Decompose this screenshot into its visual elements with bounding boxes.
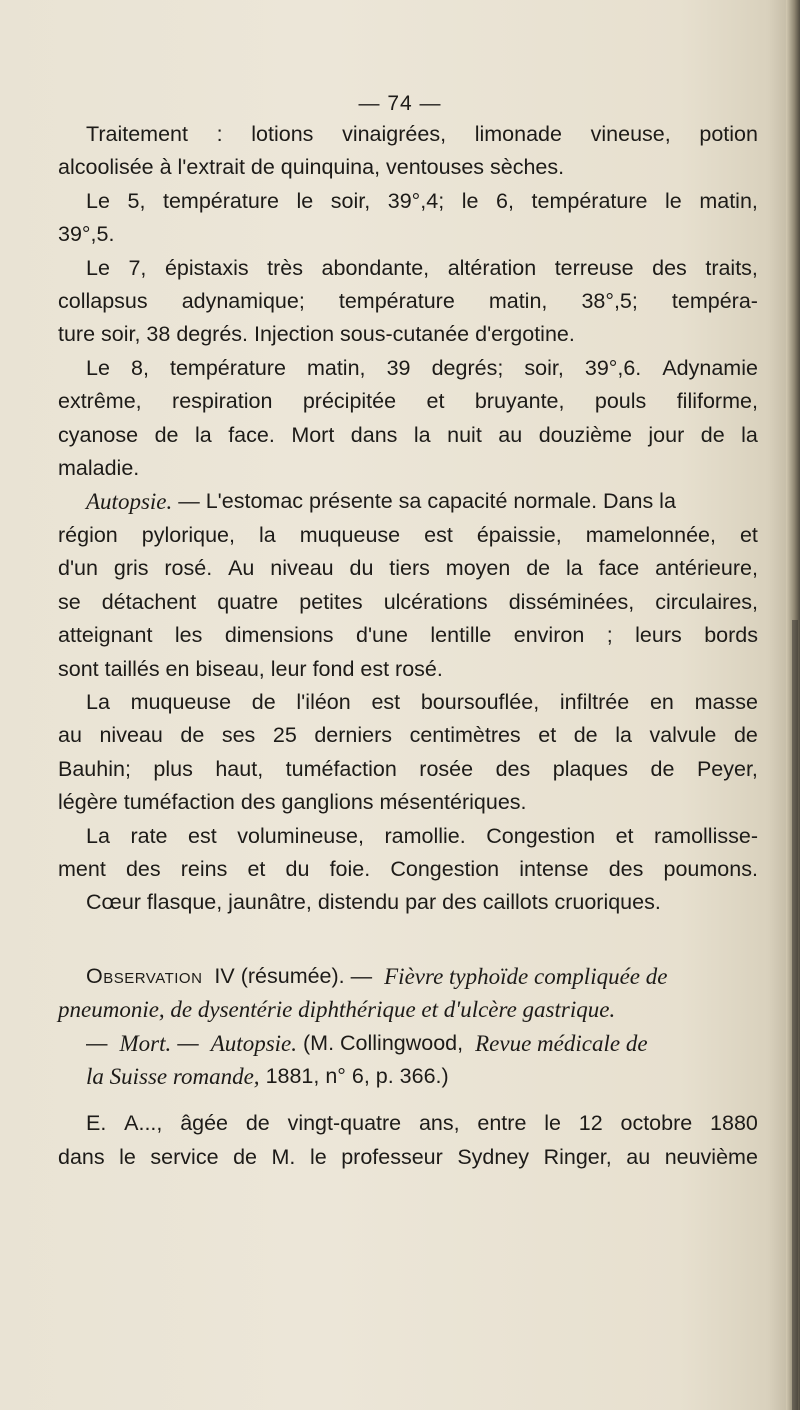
word: de	[233, 1144, 257, 1169]
word: degrés;	[431, 355, 504, 380]
word: extrême,	[58, 389, 142, 414]
observation-heading-line	[58, 1060, 758, 1093]
word: et	[615, 823, 634, 848]
word: épistaxis	[164, 255, 249, 280]
word: le	[309, 1144, 327, 1169]
word: épaissie,	[476, 522, 562, 547]
word: vinaigrées,	[342, 122, 447, 146]
word: Bauhin;	[58, 756, 131, 781]
word: détachent	[101, 589, 197, 614]
word: et	[426, 389, 445, 414]
observation-title: Fièvre typhoïde compliquée de	[384, 963, 668, 989]
word: haut,	[215, 756, 264, 781]
word: leurs	[635, 623, 682, 648]
word: A...,	[124, 1111, 163, 1136]
word: valvule	[649, 723, 717, 748]
dash: —	[177, 1030, 199, 1055]
word: ans,	[418, 1111, 460, 1136]
observation-mort: Mort.	[119, 1030, 172, 1056]
word: La	[86, 689, 110, 714]
word: rosé.	[164, 556, 213, 581]
word: traits,	[705, 255, 758, 280]
word: Le	[86, 355, 110, 380]
word: octobre	[620, 1111, 693, 1136]
text-line	[58, 485, 758, 518]
word: bords	[704, 623, 758, 648]
word: est	[371, 689, 401, 714]
observation-number: IV (résumée). —	[214, 963, 373, 988]
word: âgée	[180, 1111, 229, 1136]
word: Adynamie	[662, 355, 758, 380]
word: circulaires,	[655, 589, 758, 614]
word: collapsus	[58, 289, 148, 314]
word: des	[652, 255, 687, 280]
word: ramollisse-	[654, 823, 758, 848]
observation-heading-line	[58, 1027, 758, 1060]
word: 25	[272, 723, 297, 748]
dash: —	[86, 1030, 108, 1055]
word: douzième	[538, 422, 632, 447]
word: jour	[648, 422, 685, 447]
text-line: maladie.	[58, 456, 140, 481]
word: altération	[447, 255, 537, 280]
word: face.	[228, 422, 275, 447]
word: température	[169, 355, 286, 380]
word: terreuse	[554, 255, 634, 280]
text-line	[58, 1107, 758, 1140]
observation-heading-line	[58, 993, 758, 1026]
word: dans	[58, 1144, 105, 1169]
word: E.	[86, 1111, 107, 1136]
text-line	[58, 619, 758, 652]
text-line	[58, 185, 758, 218]
word: 6,	[496, 188, 514, 213]
word: les	[174, 623, 203, 648]
section-gap	[58, 920, 758, 960]
word: intense	[519, 856, 589, 881]
word: plus	[153, 756, 193, 781]
word: reins	[180, 856, 228, 881]
word: M.	[271, 1144, 296, 1169]
word: potion	[699, 122, 758, 146]
word: Le	[86, 255, 110, 280]
word: Mort	[291, 422, 335, 447]
word: le	[296, 188, 314, 213]
small-gap	[58, 1093, 758, 1107]
word: au	[58, 723, 82, 748]
word: La	[86, 823, 110, 848]
word: au	[498, 422, 523, 447]
word: de	[573, 723, 598, 748]
word: d'un	[58, 556, 98, 581]
word: des	[495, 756, 531, 781]
text-line: Cœur flasque, jaunâtre, distendu par des caillots cruoriques.	[86, 890, 661, 915]
word: antérieure,	[655, 556, 758, 581]
word: la	[413, 422, 431, 447]
text-line	[58, 719, 758, 752]
text-line	[58, 853, 758, 886]
word: rosée	[419, 756, 474, 781]
text-line: ture soir, 38 degrés. Injection sous-cutanée d'ergotine.	[58, 322, 575, 347]
word: Congestion	[390, 856, 500, 881]
word: masse	[694, 689, 758, 714]
word: Au	[228, 556, 255, 581]
word: soir,	[524, 355, 564, 380]
word: dimensions	[224, 623, 334, 648]
word: 12	[578, 1111, 603, 1136]
word: au	[626, 1144, 651, 1169]
text-line	[58, 686, 758, 719]
text-line	[58, 419, 758, 452]
word: 39°,6.	[584, 355, 642, 380]
observation-reference: 1881, n° 6, p. 366.)	[265, 1063, 449, 1088]
word: niveau	[99, 723, 163, 748]
word: abondante,	[321, 255, 430, 280]
text-line	[58, 1141, 758, 1174]
word: foie.	[329, 856, 371, 881]
word: tempéra-	[671, 289, 758, 314]
page-edge-shadow	[792, 620, 798, 1410]
word: niveau	[270, 556, 334, 581]
text-line	[58, 385, 758, 418]
word: Ringer,	[543, 1144, 612, 1169]
word: gris	[113, 556, 149, 581]
word: est	[424, 522, 453, 547]
word: de	[251, 689, 276, 714]
text-line	[58, 252, 758, 285]
word: de	[733, 723, 758, 748]
text-line: sont taillés en biseau, leur fond est rosé.	[58, 656, 443, 681]
text-line	[58, 285, 758, 318]
word: la	[259, 522, 276, 547]
word: neuvième	[664, 1144, 758, 1169]
text-line: légère tuméfaction des ganglions mésentériques.	[58, 790, 527, 815]
word: respiration	[172, 389, 273, 414]
text-line	[58, 753, 758, 786]
word: de	[650, 756, 675, 781]
word: Sydney	[457, 1144, 530, 1169]
word: poumons.	[663, 856, 758, 881]
text-span: — L'estomac présente sa capacité normale. Dans la	[178, 489, 676, 514]
word: 38°,5;	[581, 289, 638, 314]
text-line: alcoolisée à l'extrait de quinquina, ventouses sèches.	[58, 155, 565, 180]
word: l'iléon	[296, 689, 351, 714]
word: cyanose	[58, 422, 139, 447]
word: et	[247, 856, 266, 881]
word: derniers	[314, 723, 393, 748]
text-line	[58, 552, 758, 585]
page-number: — 74 —	[358, 92, 442, 115]
autopsie-label: Autopsie.	[86, 489, 173, 515]
word: plaques	[552, 756, 629, 781]
word: matin,	[488, 289, 548, 314]
word: Le	[86, 188, 110, 213]
word: de	[154, 422, 179, 447]
word: le	[544, 1111, 561, 1136]
word: filiforme,	[676, 389, 758, 414]
word: matin,	[306, 355, 366, 380]
word: volumineuse,	[237, 823, 364, 848]
word: précipitée	[302, 389, 397, 414]
word: la	[741, 422, 758, 447]
word: le	[461, 188, 479, 213]
word: muqueuse	[130, 689, 232, 714]
word: du	[349, 556, 374, 581]
word: 39°,4;	[387, 188, 445, 213]
word: température	[162, 188, 279, 213]
word: professeur	[341, 1144, 443, 1169]
observation-label: Observation	[86, 963, 203, 988]
word: ramollie.	[384, 823, 466, 848]
word: lentille	[430, 623, 492, 648]
word: nuit	[447, 422, 482, 447]
word: disséminées,	[508, 589, 635, 614]
word: pylorique,	[141, 522, 235, 547]
word: du	[285, 856, 310, 881]
word: pouls	[594, 389, 647, 414]
observation-title: pneumonie, de dysentérie diphthérique et d'ulcère gastrique.	[58, 997, 616, 1023]
text-line	[58, 519, 758, 552]
word: 5,	[127, 188, 146, 213]
word: température	[338, 289, 455, 314]
observation-journal: Revue médicale de	[475, 1030, 648, 1056]
word: mamelonnée,	[585, 522, 716, 547]
text-line	[58, 820, 758, 853]
word: 7,	[128, 255, 147, 280]
word: Traitement	[86, 122, 188, 146]
word: de	[526, 556, 551, 581]
word: se	[58, 589, 81, 614]
word: matin,	[699, 188, 758, 213]
word: infiltrée	[559, 689, 630, 714]
word: Congestion	[486, 823, 596, 848]
word: région	[58, 522, 118, 547]
word: Peyer,	[696, 756, 758, 781]
word: ses	[221, 723, 256, 748]
word: entre	[477, 1111, 527, 1136]
observation-autopsie: Autopsie.	[210, 1030, 297, 1056]
word: adynamique;	[181, 289, 305, 314]
word: et	[538, 723, 557, 748]
word: 1880	[710, 1111, 758, 1136]
text-line: 39°,5.	[58, 222, 115, 247]
word: d'une	[356, 623, 408, 648]
word: très	[267, 255, 303, 280]
word: la	[615, 723, 632, 748]
word: environ	[513, 623, 585, 648]
word: 8,	[130, 355, 149, 380]
word: face	[598, 556, 640, 581]
word: vineuse,	[590, 122, 671, 146]
word: bruyante,	[474, 389, 565, 414]
word: petites	[299, 589, 363, 614]
observation-reference: (M. Collingwood,	[303, 1030, 464, 1055]
observation-journal: la Suisse romande,	[86, 1063, 260, 1089]
word: atteignant	[58, 623, 153, 648]
word: ment	[58, 856, 106, 881]
text-line	[58, 118, 758, 151]
word: est	[188, 823, 217, 848]
word: des	[608, 856, 644, 881]
word: ;	[606, 623, 613, 648]
word: centimètres	[409, 723, 521, 748]
word: de	[245, 1111, 270, 1136]
word: en	[649, 689, 674, 714]
word: 39	[386, 355, 411, 380]
word: boursouflée,	[420, 689, 540, 714]
word: des	[125, 856, 161, 881]
word: soir,	[330, 188, 371, 213]
word: moyen	[445, 556, 511, 581]
word: température	[531, 188, 648, 213]
word: lotions	[251, 122, 314, 146]
observation-heading-line	[58, 960, 758, 993]
word: vingt-quatre	[287, 1111, 402, 1136]
text-line	[58, 586, 758, 619]
word: service	[150, 1144, 219, 1169]
body-text	[58, 118, 758, 1174]
word: et	[739, 522, 758, 547]
word: la	[194, 422, 212, 447]
word: limonade	[474, 122, 562, 146]
word: quatre	[217, 589, 279, 614]
word: tiers	[389, 556, 430, 581]
word: rate	[130, 823, 168, 848]
word: dans	[350, 422, 398, 447]
word: tuméfaction	[285, 756, 397, 781]
word: de	[180, 723, 205, 748]
word: de	[700, 422, 725, 447]
word: le	[119, 1144, 136, 1169]
text-line	[58, 352, 758, 385]
word: :	[216, 122, 223, 146]
word: le	[665, 188, 682, 213]
word: ulcérations	[383, 589, 488, 614]
word: la	[566, 556, 583, 581]
word: muqueuse	[299, 522, 401, 547]
